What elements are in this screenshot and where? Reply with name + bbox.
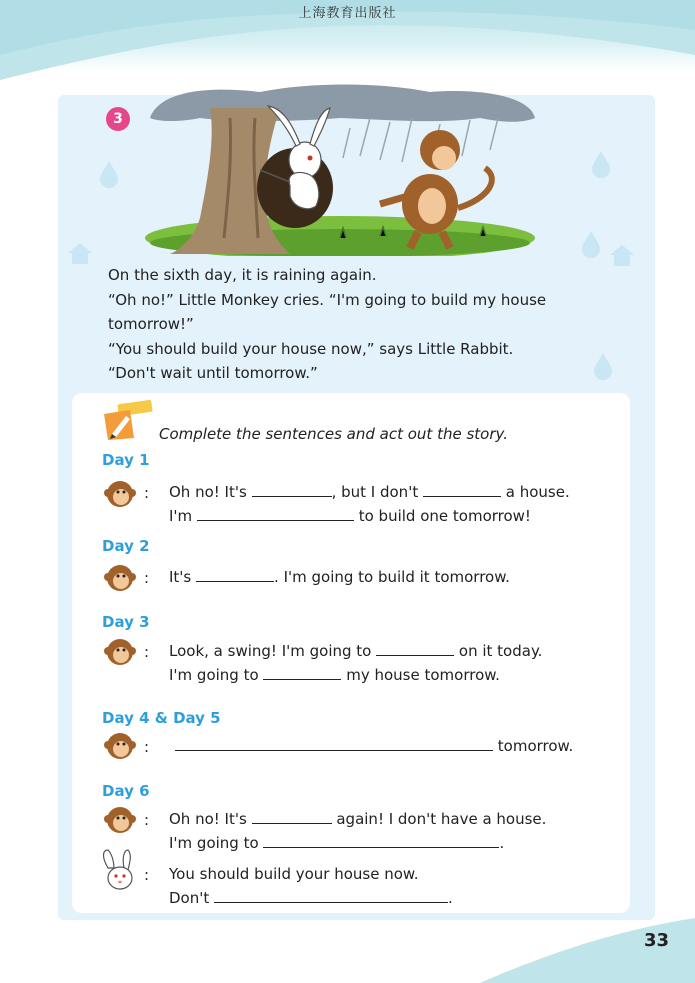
monkey-face-icon	[103, 731, 137, 761]
step-number-badge: 3	[106, 107, 130, 131]
sentence-text: tomorrow.	[497, 737, 574, 755]
bottom-wave-decoration	[0, 908, 695, 983]
day-label: Day 6	[102, 782, 150, 800]
sentence-line	[169, 889, 453, 907]
sentence-text: to build one tomorrow!	[358, 507, 531, 525]
sentence-line	[175, 737, 573, 755]
story-line: “Oh no!” Little Monkey cries. “I'm going to build my house	[108, 290, 547, 309]
sentence-line	[169, 642, 542, 660]
sentence-text: .	[499, 834, 505, 852]
day-label: Day 3	[102, 613, 150, 631]
story-text	[108, 263, 628, 386]
answer-blank[interactable]	[214, 889, 448, 903]
answer-blank[interactable]	[423, 483, 501, 497]
sentence-line	[169, 483, 570, 501]
answer-blank[interactable]	[252, 810, 332, 824]
sentence-text: You should build your house now.	[169, 865, 419, 883]
answer-blank[interactable]	[196, 568, 274, 582]
house-icon	[66, 240, 94, 266]
sentence-text: Don't	[169, 889, 210, 907]
monkey-face-icon	[103, 805, 137, 835]
story-line: “Don't wait until tomorrow.”	[108, 364, 318, 382]
sentence-text: my house tomorrow.	[346, 666, 500, 684]
sentence-text: . I'm going to build it tomorrow.	[274, 568, 510, 586]
publisher-name: 上海教育出版社	[298, 6, 397, 21]
sentence-line	[169, 507, 531, 525]
sentence-text: a house.	[505, 483, 570, 501]
monkey-face-icon	[103, 637, 137, 667]
sentence-line	[169, 666, 500, 684]
raindrop-icon	[590, 150, 612, 178]
activity-instruction: Complete the sentences and act out the story.	[159, 425, 508, 443]
speaker-colon: :	[144, 643, 150, 661]
story-line: tomorrow!”	[108, 315, 194, 333]
monkey-face-icon	[103, 479, 137, 509]
sentence-line	[169, 834, 504, 852]
sentence-text: again! I don't have a house.	[336, 810, 547, 828]
day-label: Day 1	[102, 451, 150, 469]
sentence-line	[169, 568, 510, 586]
story-line: On the sixth day, it is raining again.	[108, 266, 377, 284]
sentence-text: , but I don't	[331, 483, 419, 501]
sentence-text: Look, a swing! I'm going to	[169, 642, 372, 660]
answer-blank[interactable]	[252, 483, 332, 497]
answer-blank[interactable]	[263, 834, 499, 848]
page-number: 33	[643, 930, 669, 951]
sentence-text: I'm	[169, 507, 193, 525]
speaker-colon: :	[144, 811, 150, 829]
sentence-text: Oh no! It's	[169, 483, 247, 501]
sentence-text: I'm going to	[169, 666, 259, 684]
monkey-face-icon	[103, 563, 137, 593]
story-illustration	[140, 78, 540, 256]
sentence-line	[169, 865, 419, 883]
story-line: “You should build your house now,” says Little Rabbit.	[108, 339, 514, 358]
speaker-colon: :	[144, 866, 150, 884]
day-label: Day 4 & Day 5	[102, 709, 221, 727]
answer-blank[interactable]	[197, 507, 354, 521]
sentence-text: It's	[169, 568, 192, 586]
sentence-text: .	[448, 889, 453, 907]
answer-blank[interactable]	[376, 642, 454, 656]
raindrop-icon	[580, 230, 602, 258]
sentence-text: on it today.	[458, 642, 543, 660]
raindrop-icon	[98, 160, 120, 188]
pencil-icon	[100, 400, 154, 442]
sentence-text: Oh no! It's	[169, 810, 247, 828]
day-label: Day 2	[102, 537, 150, 555]
speaker-colon: :	[144, 569, 150, 587]
sentence-line	[169, 810, 546, 828]
answer-blank[interactable]	[175, 737, 493, 751]
rabbit-face-icon	[98, 848, 140, 892]
answer-blank[interactable]	[263, 666, 341, 680]
speaker-colon: :	[144, 738, 150, 756]
sentence-text: I'm going to	[169, 834, 259, 852]
speaker-colon: :	[144, 484, 150, 502]
